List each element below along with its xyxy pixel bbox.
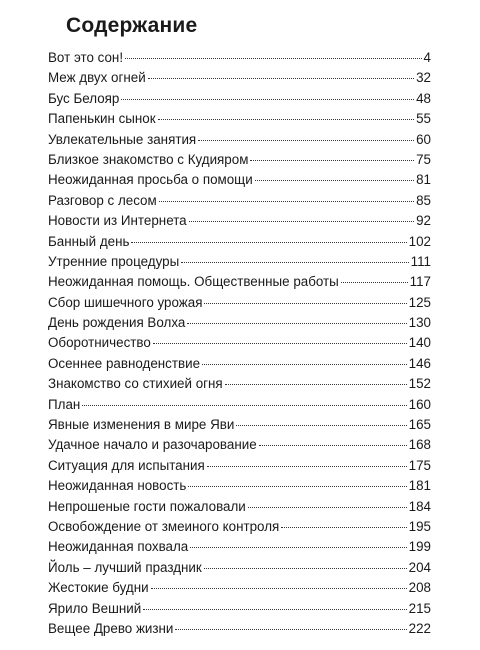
toc-entry-title: Сбор шишечного урожая <box>48 294 203 310</box>
toc-entry-title: Вещее Древо жизни <box>48 620 174 636</box>
dot-leader <box>153 343 407 344</box>
toc-entry-page-number: 117 <box>409 274 431 290</box>
toc-entry-page-number: 222 <box>408 620 431 636</box>
dot-leader <box>236 425 406 426</box>
toc-entry <box>48 435 431 455</box>
toc-entry-title: Увлекательные занятия <box>48 131 197 147</box>
toc-entry <box>48 354 431 374</box>
toc-entry <box>48 558 431 578</box>
toc-entry-page-number: 130 <box>408 315 431 331</box>
dot-leader <box>181 262 408 263</box>
toc-entry <box>48 599 431 619</box>
toc-entry <box>48 374 431 394</box>
toc-entry-title: Неожиданная помощь. Общественные работы <box>48 274 339 290</box>
toc-entry-page-number: 146 <box>408 355 431 371</box>
toc-entry-title: Близкое знакомство с Кудияром <box>48 151 249 167</box>
dot-leader <box>175 629 406 630</box>
toc-entry-title: Явные изменения в мире Яви <box>48 417 235 433</box>
toc-entry-title: Непрошеные гости пожаловали <box>48 498 246 514</box>
toc-entry-page-number: 48 <box>416 90 431 106</box>
toc-entry-page-number: 195 <box>408 518 431 534</box>
dot-leader <box>125 58 422 59</box>
toc-entry-title: Осеннее равноденствие <box>48 355 201 371</box>
dot-leader <box>341 282 408 283</box>
toc-entry-title: Разговор с лесом <box>48 192 157 208</box>
toc-entry <box>48 293 431 313</box>
toc-entry-page-number: 165 <box>408 417 431 433</box>
dot-leader <box>159 201 414 202</box>
dot-leader <box>82 405 406 406</box>
dot-leader <box>250 160 414 161</box>
toc-entry-page-number: 75 <box>416 151 431 167</box>
dot-leader <box>248 507 407 508</box>
toc-entry-page-number: 175 <box>408 457 431 473</box>
toc-entry-title: Меж двух огней <box>48 70 146 86</box>
toc-entry-page-number: 32 <box>416 70 431 86</box>
toc-entry-title: План <box>48 396 81 412</box>
toc-entry-title: Новости из Интернета <box>48 213 187 229</box>
toc-entry <box>48 395 431 415</box>
dot-leader <box>202 364 407 365</box>
dot-leader <box>131 242 406 243</box>
toc-entry-title: День рождения Волха <box>48 315 186 331</box>
toc-entry <box>48 89 431 109</box>
table-of-contents <box>48 48 431 639</box>
toc-entry <box>48 232 431 252</box>
dot-leader <box>121 99 414 100</box>
toc-entry-page-number: 215 <box>408 600 431 616</box>
toc-entry <box>48 333 431 353</box>
dot-leader <box>148 78 414 79</box>
dot-leader <box>188 486 406 487</box>
dot-leader <box>190 547 406 548</box>
toc-entry-page-number: 4 <box>423 50 431 65</box>
toc-entry-page-number: 85 <box>416 192 431 208</box>
toc-entry <box>48 68 431 88</box>
toc-entry-title: Жестокие будни <box>48 580 149 596</box>
toc-entry-page-number: 125 <box>408 294 431 310</box>
toc-entry-page-number: 168 <box>408 437 431 453</box>
dot-leader <box>207 466 407 467</box>
toc-entry-title: Утренние процедуры <box>48 253 180 269</box>
toc-entry-title: Оборотничество <box>48 335 151 351</box>
toc-entry <box>48 191 431 211</box>
page-title: Содержание <box>66 14 198 37</box>
toc-entry <box>48 456 431 476</box>
toc-entry-page-number: 184 <box>408 498 431 514</box>
dot-leader <box>198 140 414 141</box>
toc-entry <box>48 415 431 435</box>
toc-entry-title: Освобождение от змеиного контроля <box>48 518 280 534</box>
toc-entry <box>48 130 431 150</box>
toc-entry-page-number: 92 <box>416 213 431 229</box>
dot-leader <box>259 445 407 446</box>
toc-entry-title: Папенькин сынок <box>48 111 156 127</box>
toc-entry <box>48 252 431 272</box>
toc-entry-title: Ситуация для испытания <box>48 457 205 473</box>
toc-entry-page-number: 181 <box>408 478 431 494</box>
toc-entry-title: Удачное начало и разочарование <box>48 437 257 453</box>
dot-leader <box>158 119 414 120</box>
toc-entry-title: Неожиданная похвала <box>48 539 189 555</box>
toc-entry-title: Бус Белояр <box>48 90 120 106</box>
toc-entry-page-number: 60 <box>416 131 431 147</box>
toc-entry <box>48 48 431 68</box>
toc-entry-page-number: 111 <box>410 253 431 269</box>
dot-leader <box>189 221 414 222</box>
toc-entry-title: Знакомство со стихией огня <box>48 376 223 392</box>
toc-entry-page-number: 204 <box>408 559 431 575</box>
toc-entry <box>48 272 431 292</box>
toc-entry-page-number: 55 <box>416 111 431 127</box>
dot-leader <box>143 609 406 610</box>
dot-leader <box>204 568 407 569</box>
toc-entry <box>48 517 431 537</box>
toc-entry <box>48 497 431 517</box>
toc-entry-title: Неожиданная просьба о помощи <box>48 172 253 188</box>
toc-entry-page-number: 81 <box>416 172 431 188</box>
dot-leader <box>204 303 406 304</box>
toc-entry <box>48 537 431 557</box>
dot-leader <box>151 588 407 589</box>
dot-leader <box>281 527 406 528</box>
toc-entry-title: Йоль – лучший праздник <box>48 559 202 575</box>
toc-entry <box>48 211 431 231</box>
toc-entry <box>48 578 431 598</box>
toc-entry-page-number: 208 <box>408 580 431 596</box>
toc-entry-title: Вот это сон! <box>48 50 124 65</box>
toc-entry-title: Неожиданная новость <box>48 478 187 494</box>
toc-entry <box>48 170 431 190</box>
toc-entry-title: Ярило Вешний <box>48 600 142 616</box>
dot-leader <box>255 180 414 181</box>
toc-entry-page-number: 152 <box>408 376 431 392</box>
toc-entry <box>48 476 431 496</box>
toc-entry <box>48 109 431 129</box>
toc-entry <box>48 619 431 639</box>
toc-entry-page-number: 199 <box>408 539 431 555</box>
toc-entry-title: Банный день <box>48 233 130 249</box>
toc-entry-page-number: 140 <box>408 335 431 351</box>
toc-entry <box>48 313 431 333</box>
dot-leader <box>225 384 407 385</box>
dot-leader <box>187 323 406 324</box>
toc-entry-page-number: 102 <box>408 233 431 249</box>
toc-entry <box>48 150 431 170</box>
toc-entry-page-number: 160 <box>408 396 431 412</box>
